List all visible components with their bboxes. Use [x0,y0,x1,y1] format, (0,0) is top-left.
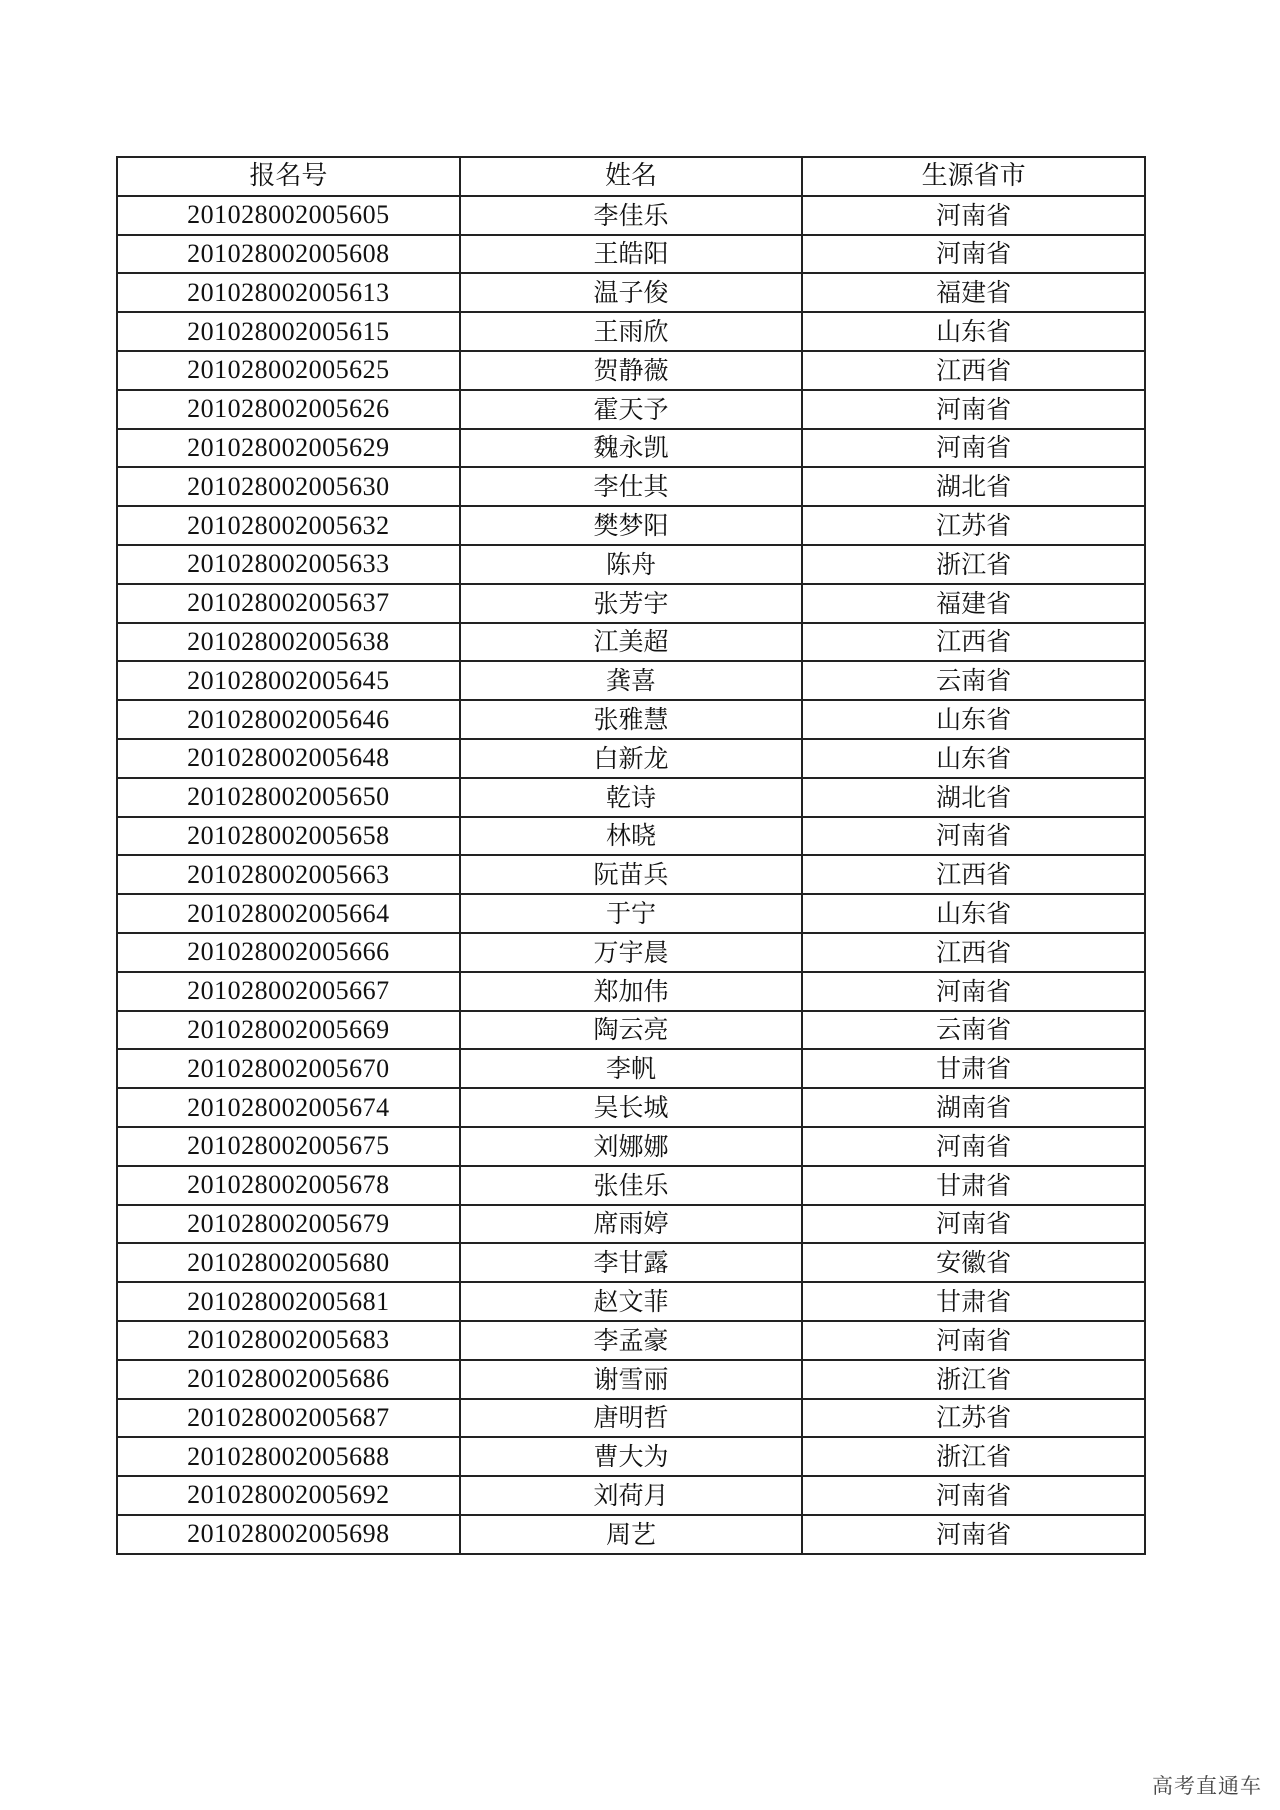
origin-province-cell: 河南省 [802,235,1145,274]
origin-province-cell: 河南省 [802,972,1145,1011]
registration-number-cell: 201028002005687 [117,1399,460,1438]
name-cell: 刘荷月 [460,1476,803,1515]
origin-province-cell: 江苏省 [802,1399,1145,1438]
registration-number-cell: 201028002005692 [117,1476,460,1515]
registration-number-cell: 201028002005648 [117,739,460,778]
registration-number-cell: 201028002005625 [117,351,460,390]
registration-number-cell: 201028002005632 [117,506,460,545]
origin-province-cell: 山东省 [802,739,1145,778]
origin-province-cell: 河南省 [802,1127,1145,1166]
origin-province-cell: 浙江省 [802,545,1145,584]
name-cell: 张芳宇 [460,584,803,623]
table-row [117,1243,1145,1282]
table-row [117,778,1145,817]
registration-number-cell: 201028002005613 [117,273,460,312]
table-row [117,390,1145,429]
registration-number-cell: 201028002005683 [117,1321,460,1360]
name-cell: 刘娜娜 [460,1127,803,1166]
name-cell: 樊梦阳 [460,506,803,545]
name-cell: 李帆 [460,1049,803,1088]
name-cell: 张雅慧 [460,700,803,739]
registration-number-cell: 201028002005686 [117,1360,460,1399]
origin-province-cell: 湖南省 [802,1088,1145,1127]
registration-number-cell: 201028002005615 [117,312,460,351]
table-row [117,584,1145,623]
table-row [117,1011,1145,1050]
name-cell: 乾诗 [460,778,803,817]
name-cell: 陶云亮 [460,1011,803,1050]
name-cell: 白新龙 [460,739,803,778]
table-row [117,273,1145,312]
registration-number-cell: 201028002005605 [117,196,460,235]
table-row [117,467,1145,506]
name-cell: 席雨婷 [460,1205,803,1244]
registration-number-cell: 201028002005681 [117,1282,460,1321]
name-cell: 王皓阳 [460,235,803,274]
table-row [117,1088,1145,1127]
watermark: 高考直通车 [1152,1774,1262,1798]
origin-province-cell: 江西省 [802,855,1145,894]
registration-number-cell: 201028002005633 [117,545,460,584]
table-row [117,1515,1145,1554]
origin-province-cell: 浙江省 [802,1437,1145,1476]
name-cell: 李仕其 [460,467,803,506]
origin-province-cell: 浙江省 [802,1360,1145,1399]
table-row [117,1166,1145,1205]
registration-number-cell: 201028002005608 [117,235,460,274]
table-row [117,1321,1145,1360]
table-row [117,739,1145,778]
table-row [117,235,1145,274]
origin-province-cell: 江苏省 [802,506,1145,545]
registration-number-cell: 201028002005666 [117,933,460,972]
table-row [117,506,1145,545]
name-cell: 龚喜 [460,661,803,700]
origin-province-cell: 甘肃省 [802,1166,1145,1205]
applicant-table [116,156,1146,1555]
origin-province-cell: 江西省 [802,933,1145,972]
table-row [117,855,1145,894]
origin-province-cell: 福建省 [802,273,1145,312]
name-cell: 李佳乐 [460,196,803,235]
registration-number-cell: 201028002005698 [117,1515,460,1554]
registration-number-cell: 201028002005645 [117,661,460,700]
origin-province-cell: 湖北省 [802,778,1145,817]
name-cell: 江美超 [460,623,803,662]
name-cell: 张佳乐 [460,1166,803,1205]
header-registration-number: 报名号 [117,157,460,196]
registration-number-cell: 201028002005675 [117,1127,460,1166]
name-cell: 赵文菲 [460,1282,803,1321]
registration-number-cell: 201028002005688 [117,1437,460,1476]
origin-province-cell: 安徽省 [802,1243,1145,1282]
origin-province-cell: 河南省 [802,1476,1145,1515]
table-row [117,351,1145,390]
table-row [117,894,1145,933]
table-row [117,1476,1145,1515]
table-row [117,972,1145,1011]
name-cell: 万宇晨 [460,933,803,972]
name-cell: 霍天予 [460,390,803,429]
name-cell: 阮苗兵 [460,855,803,894]
table-row [117,1049,1145,1088]
registration-number-cell: 201028002005626 [117,390,460,429]
registration-number-cell: 201028002005674 [117,1088,460,1127]
name-cell: 曹大为 [460,1437,803,1476]
table-row [117,196,1145,235]
name-cell: 王雨欣 [460,312,803,351]
table-header-row [117,157,1145,196]
origin-province-cell: 河南省 [802,817,1145,856]
table-row [117,817,1145,856]
origin-province-cell: 湖北省 [802,467,1145,506]
origin-province-cell: 河南省 [802,1515,1145,1554]
origin-province-cell: 河南省 [802,429,1145,468]
table-row [117,1205,1145,1244]
origin-province-cell: 山东省 [802,312,1145,351]
name-cell: 郑加伟 [460,972,803,1011]
origin-province-cell: 河南省 [802,390,1145,429]
origin-province-cell: 甘肃省 [802,1049,1145,1088]
name-cell: 贺静薇 [460,351,803,390]
name-cell: 唐明哲 [460,1399,803,1438]
table-row [117,623,1145,662]
table-row [117,312,1145,351]
name-cell: 陈舟 [460,545,803,584]
registration-number-cell: 201028002005670 [117,1049,460,1088]
table-row [117,1282,1145,1321]
table-row [117,1399,1145,1438]
origin-province-cell: 甘肃省 [802,1282,1145,1321]
table-row [117,429,1145,468]
registration-number-cell: 201028002005679 [117,1205,460,1244]
registration-number-cell: 201028002005678 [117,1166,460,1205]
origin-province-cell: 山东省 [802,700,1145,739]
origin-province-cell: 河南省 [802,1205,1145,1244]
registration-number-cell: 201028002005669 [117,1011,460,1050]
name-cell: 林晓 [460,817,803,856]
registration-number-cell: 201028002005630 [117,467,460,506]
header-origin-province: 生源省市 [802,157,1145,196]
origin-province-cell: 河南省 [802,1321,1145,1360]
table-row [117,1360,1145,1399]
origin-province-cell: 山东省 [802,894,1145,933]
registration-number-cell: 201028002005650 [117,778,460,817]
name-cell: 李孟豪 [460,1321,803,1360]
name-cell: 李甘露 [460,1243,803,1282]
registration-number-cell: 201028002005663 [117,855,460,894]
name-cell: 温子俊 [460,273,803,312]
table-row [117,700,1145,739]
name-cell: 吴长城 [460,1088,803,1127]
registration-number-cell: 201028002005637 [117,584,460,623]
table-row [117,933,1145,972]
table-row [117,1127,1145,1166]
name-cell: 魏永凯 [460,429,803,468]
registration-number-cell: 201028002005638 [117,623,460,662]
table-body [117,196,1145,1554]
registration-number-cell: 201028002005664 [117,894,460,933]
origin-province-cell: 江西省 [802,351,1145,390]
name-cell: 谢雪丽 [460,1360,803,1399]
origin-province-cell: 河南省 [802,196,1145,235]
origin-province-cell: 云南省 [802,661,1145,700]
name-cell: 周艺 [460,1515,803,1554]
registration-number-cell: 201028002005629 [117,429,460,468]
table-row [117,1437,1145,1476]
table-row [117,545,1145,584]
registration-number-cell: 201028002005680 [117,1243,460,1282]
name-cell: 于宁 [460,894,803,933]
header-name: 姓名 [460,157,803,196]
table-row [117,661,1145,700]
registration-number-cell: 201028002005646 [117,700,460,739]
registration-number-cell: 201028002005667 [117,972,460,1011]
registration-number-cell: 201028002005658 [117,817,460,856]
origin-province-cell: 江西省 [802,623,1145,662]
origin-province-cell: 云南省 [802,1011,1145,1050]
origin-province-cell: 福建省 [802,584,1145,623]
